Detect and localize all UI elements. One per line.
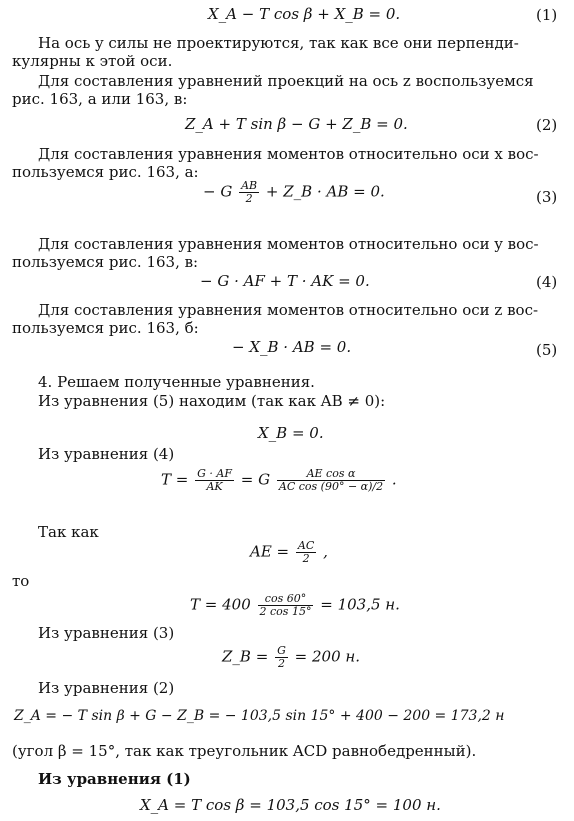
paragraph-line: Для составления уравнений проекций на ось z воспользуемся (38, 72, 534, 90)
frac-den: 2 (277, 657, 285, 670)
eq-part: Z_B = (222, 647, 269, 666)
equation-number: (4) (536, 273, 558, 291)
paragraph-line: На ось y силы не проектируются, так как все они перпенди- (38, 34, 519, 52)
equation-1: X_A − T cos β + X_B = 0. (208, 5, 401, 23)
eq-part: AE = (250, 542, 290, 561)
frac-num: G · AF (197, 467, 232, 480)
frac-den: 2 cos 15° (259, 605, 312, 618)
equation-t (161, 468, 397, 493)
frac-den: AC cos (90° − α)/2 (278, 480, 384, 493)
equation-ae (250, 540, 328, 565)
frac-num: AE cos α (277, 468, 385, 481)
eq-part: , (323, 542, 328, 561)
eq-part: = 103,5 н. (320, 595, 400, 614)
result-xb: X_B = 0. (258, 424, 324, 442)
paragraph-line: кулярны к этой оси. (12, 52, 173, 70)
eq-part: T = 400 (190, 595, 251, 614)
paragraph-line: Для составления уравнения моментов относительно оси z вос- (38, 301, 539, 319)
equation-xa: X_A = T cos β = 103,5 cos 15° = 100 н. (140, 796, 441, 814)
frac-den: 2 (245, 192, 253, 205)
equation-4: − G · AF + T · AK = 0. (200, 272, 370, 290)
paragraph-line: Так как (38, 523, 99, 541)
equation-number: (1) (536, 6, 558, 24)
equation-3 (203, 180, 385, 205)
equation-za: Z_A = − T sin β + G − Z_B = − 103,5 sin 15° + 400 − 200 = 173,2 н (14, 708, 505, 724)
step-heading: 4. Решаем полученные уравнения. (38, 373, 315, 391)
paragraph-line: Из уравнения (5) находим (так как AB ≠ 0): (38, 392, 386, 410)
equation-2: Z_A + T sin β − G + Z_B = 0. (185, 115, 408, 133)
paragraph-line: Из уравнения (2) (38, 679, 175, 697)
paragraph-line: Из уравнения (1) (38, 770, 191, 788)
eq-part: = G (240, 470, 271, 489)
paragraph-line: пользуемся рис. 163, в: (12, 253, 199, 271)
paragraph-line: Из уравнения (3) (38, 624, 175, 642)
frac-num: G (277, 644, 286, 657)
paragraph-line: пользуемся рис. 163, a: (12, 163, 199, 181)
frac-num: cos 60° (258, 593, 314, 606)
paragraph-line: Для составления уравнения моментов относительно оси y вос- (38, 235, 539, 253)
paragraph-line: (угол β = 15°, так как треугольник ACD равнобедренный). (12, 742, 477, 760)
paragraph-line: Для составления уравнения моментов относительно оси x вос- (38, 145, 539, 163)
frac-num: AB (241, 179, 258, 192)
equation-number: (2) (536, 116, 558, 134)
paragraph-line: пользуемся рис. 163, б: (12, 319, 199, 337)
eq-part: = 200 н. (294, 647, 361, 666)
equation-zb (222, 645, 360, 670)
frac-den: 2 (302, 552, 310, 565)
paragraph-line: Из уравнения (4) (38, 445, 175, 463)
equation-5: − X_B · AB = 0. (232, 338, 352, 356)
eq-part: T = (161, 470, 189, 489)
frac-num: AC (297, 539, 315, 552)
eq-part: − G (203, 182, 233, 201)
eq-part: + Z_B · AB = 0. (265, 182, 385, 201)
paragraph-line: рис. 163, a или 163, в: (12, 90, 188, 108)
equation-number: (3) (536, 188, 558, 206)
eq-part: . (391, 470, 397, 489)
equation-t-value (190, 593, 400, 618)
frac-den: AK (206, 480, 223, 493)
paragraph-line: то (12, 572, 30, 590)
equation-number: (5) (536, 341, 558, 359)
